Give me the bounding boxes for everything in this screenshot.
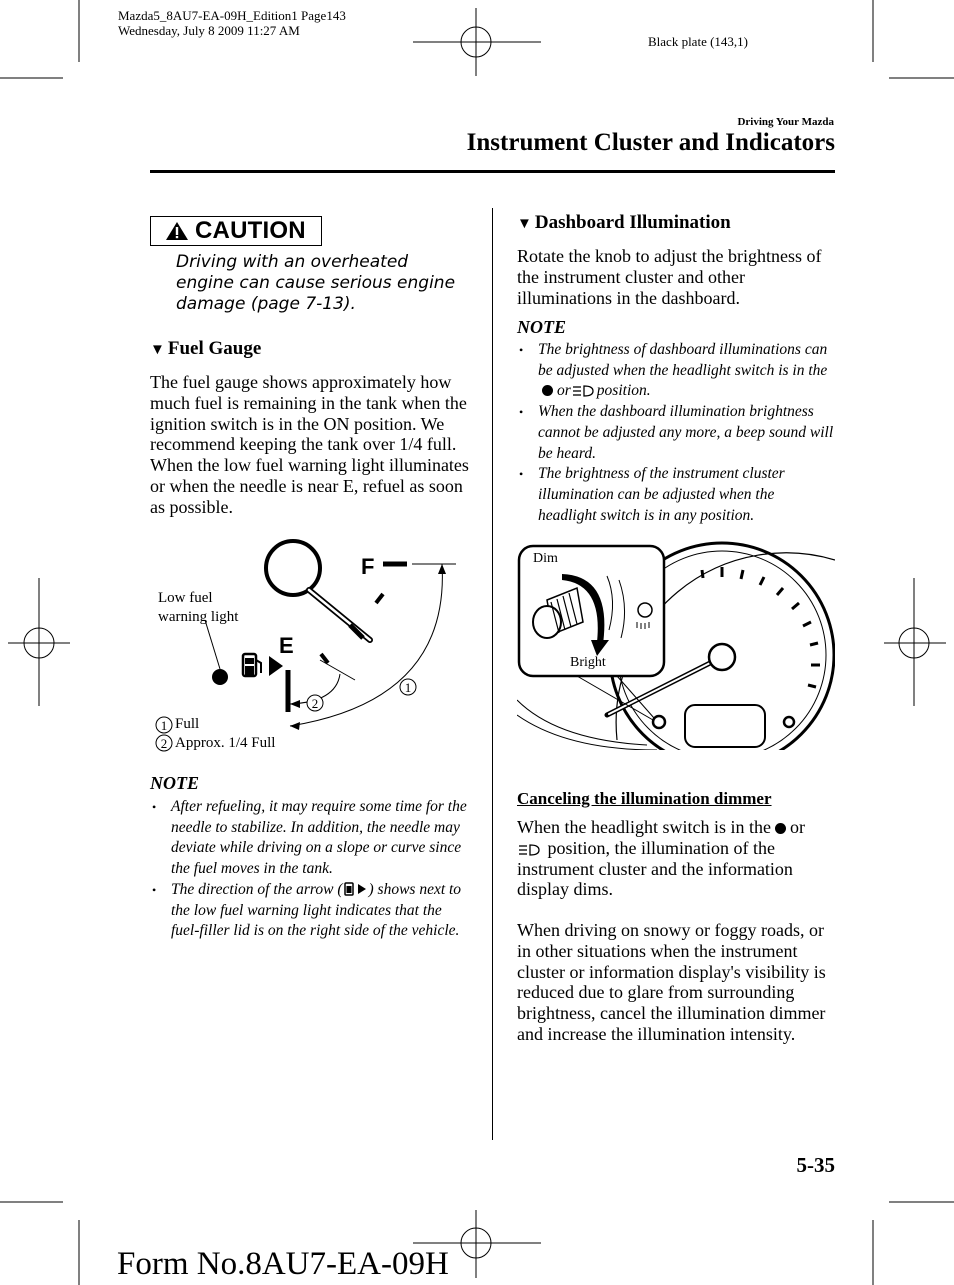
figure-num2: 2 [311,696,319,711]
headlight-on-icon [775,823,786,834]
dashboard-note-item-2: • When the dashboard illumination brightness cannot be adjusted any more, a beep sound will be heard. [517,402,835,464]
form-number: Form No.8AU7-EA-09H [117,1246,449,1282]
fuel-note-item-1: • After refueling, it may require some time for the needle to stabilize. In addition, the needle may deviate while driving on a slope or curve since the fuel moves in the tank. [150,797,472,880]
fuel-pump-arrow-icon [343,881,369,897]
caution-text: Driving with an overheated engine can cause serious engine damage (page 7-13). [176,252,456,314]
bright-label: Bright [570,655,606,670]
dashboard-note-heading: NOTE [517,317,566,337]
section-triangle-icon: ▼ [150,342,165,358]
caution-label: CAUTION [195,217,306,244]
headlight-beam-icon [571,384,597,398]
low-fuel-warning-light [212,669,228,685]
dashboard-illumination-heading [517,212,731,234]
dashboard-note-item-1 [517,340,835,402]
file-info-line1: Mazda5_8AU7-EA-09H_Edition1 Page143 [118,8,346,23]
fuel-pump-icon [243,654,283,676]
note1-text-a: The brightness of dashboard illuminations can be adjusted when the headlight switch is in the [538,341,828,379]
gauge-e-mark: E [279,633,294,658]
cancel-dimmer-heading: Canceling the illumination dimmer [517,789,772,808]
figure-num1: 1 [404,680,412,695]
cancel-dimmer-paragraph-1 [517,817,835,900]
dim-label: Dim [533,551,558,566]
page-title: Instrument Cluster and Indicators [466,129,835,156]
file-info [118,8,346,38]
cancel-p1-b: or [789,817,805,837]
note1-text-c: position. [596,382,651,400]
plate-label: Black plate (143,1) [648,34,748,49]
legend-num2: 2 [160,736,168,751]
warning-triangle-icon [165,221,189,241]
dashboard-heading-text: Dashboard Illumination [534,212,731,233]
fuel-note-list [150,797,472,942]
headlight-beam-icon [517,843,543,857]
fuel-note-item-2 [150,880,472,942]
headlight-on-icon [542,385,553,396]
legend-full: Full [175,716,200,732]
fuel-gauge-figure [150,530,480,762]
cancel-p1-c: position, the illumination of the instrument cluster and the information display dims. [517,837,793,900]
fuel-gauge-heading-text: Fuel Gauge [167,338,262,359]
cancel-p1-a: When the headlight switch is in the [517,817,771,837]
title-rule [150,170,835,173]
dashboard-body: Rotate the knob to adjust the brightness of the instrument cluster and other illuminations in the dashboard. [517,246,822,308]
legend-quarter: Approx. 1/4 Full [175,735,276,751]
fuel-gauge-heading [150,338,261,360]
dashboard-note-item-3: • The brightness of the instrument cluster illumination can be adjusted when the headlight switch is in any position. [517,464,835,526]
file-info-line2: Wednesday, July 8 2009 11:27 AM [118,23,300,38]
caution-box [150,216,322,246]
fuel-gauge-body: The fuel gauge shows approximately how much fuel is remaining in the tank when the ignition switch is in the ON position. We recommend keeping the tank over 1/4 full. When the low fuel warning light illuminates or when the needle is near E, refuel as soon as possible. [150,372,469,517]
cancel-dimmer-paragraph-2: When driving on snowy or foggy roads, or in other situations when the instrument cluster or information display's visibility is reduced due to glare from surrounding brightness, cancel the illumination dimmer and increase the illumination intensity. [517,920,826,1044]
section-triangle-icon: ▼ [517,216,532,232]
gauge-f-mark: F [361,554,375,579]
fuel-note-2b: ) shows next to the low fuel warning light indicates that the fuel-filler lid is on the right side of the vehicle. [171,880,462,940]
fuel-note-heading: NOTE [150,773,199,793]
section-name: Driving Your Mazda [737,116,834,128]
page-number: 5-35 [796,1153,835,1177]
dimmer-knob-figure [517,540,835,750]
gauge-pivot [266,541,320,595]
dashboard-note-list [517,340,835,526]
low-fuel-label: Low fuel warning light [158,590,239,625]
fuel-note-2a: The direction of the arrow ( [171,880,343,898]
column-divider [492,208,493,1140]
legend-num1: 1 [160,718,168,733]
note1-text-b: or [557,382,571,400]
